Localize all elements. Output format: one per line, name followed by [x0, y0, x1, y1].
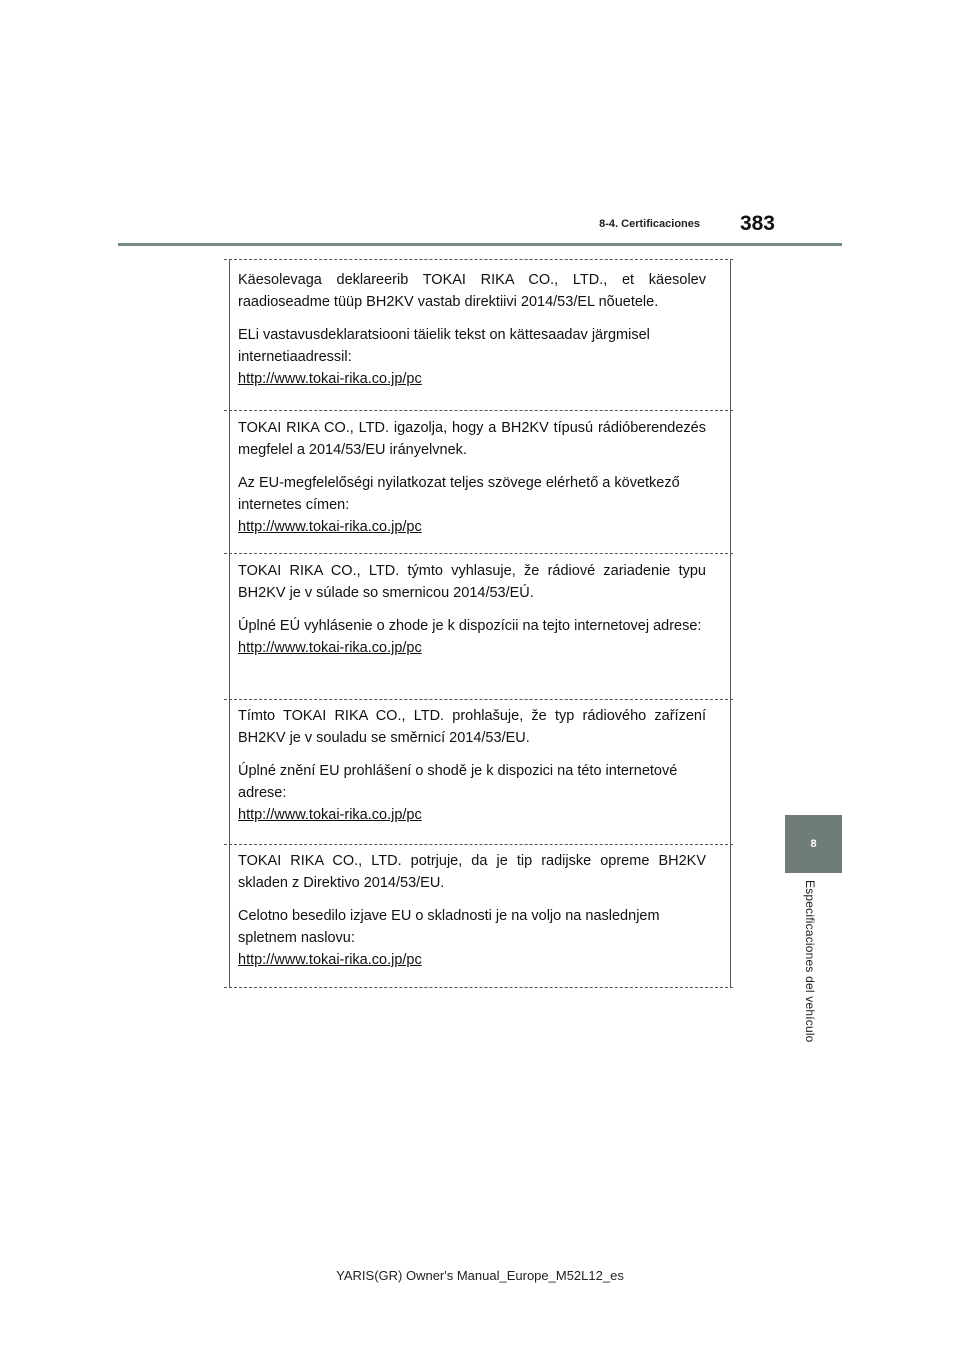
- section-divider: [224, 410, 733, 411]
- certification-slovak: [230, 560, 730, 659]
- header-divider: [118, 243, 842, 246]
- section-divider: [224, 259, 733, 260]
- declaration-text: TOKAI RIKA CO., LTD. potrjuje, da je tip radijske opreme BH2KV skladen z Direktivo 2014/53/EU.: [238, 853, 706, 891]
- certification-hungarian: [230, 417, 730, 538]
- availability-text: Celotno besedilo izjave EU o skladnosti je na voljo na naslednjem spletnem naslovu:: [238, 908, 660, 946]
- certification-link[interactable]: http://www.tokai-rika.co.jp/pc: [238, 519, 422, 535]
- certification-link[interactable]: http://www.tokai-rika.co.jp/pc: [238, 640, 422, 656]
- availability-text: Úplné znění EU prohlášení o shodě je k dispozici na této internetové adrese:: [238, 763, 678, 801]
- certification-czech: [230, 705, 730, 826]
- availability-text: Az EU-megfelelőségi nyilatkozat teljes szövege elérhető a következő internetes címen:: [238, 475, 680, 513]
- chapter-title: Especificaciones del vehículo: [803, 880, 817, 1043]
- section-heading: 8-4. Certificaciones: [599, 218, 700, 230]
- manual-footer: YARIS(GR) Owner's Manual_Europe_M52L12_es: [336, 1268, 624, 1283]
- section-divider: [224, 553, 733, 554]
- certification-estonian: [230, 269, 730, 390]
- page-number: 383: [739, 212, 775, 235]
- certification-slovenian: [230, 850, 730, 971]
- declaration-text: TOKAI RIKA CO., LTD. igazolja, hogy a BH2KV típusú rádióberendezés megfelel a 2014/53/EU irányelvnek.: [238, 420, 706, 458]
- section-divider: [224, 699, 733, 700]
- certification-box: [229, 259, 731, 987]
- certification-link[interactable]: http://www.tokai-rika.co.jp/pc: [238, 952, 422, 968]
- availability-text: ELi vastavusdeklaratsiooni täielik tekst on kättesaadav järgmisel internetiaadressil:: [238, 327, 650, 365]
- section-divider: [224, 987, 733, 988]
- declaration-text: Käesolevaga deklareerib TOKAI RIKA CO., LTD., et käesolev raadioseadme tüüp BH2KV vastab direktiivi 2014/53/EL nõuetele.: [238, 272, 706, 310]
- certification-link[interactable]: http://www.tokai-rika.co.jp/pc: [238, 807, 422, 823]
- certification-link[interactable]: http://www.tokai-rika.co.jp/pc: [238, 371, 422, 387]
- chapter-tab[interactable]: [785, 815, 842, 873]
- declaration-text: TOKAI RIKA CO., LTD. týmto vyhlasuje, že rádiové zariadenie typu BH2KV je v súlade so smernicou 2014/53/EÚ.: [238, 563, 706, 601]
- availability-text: Úplné EÚ vyhlásenie o zhode je k dispozícii na tejto internetovej adrese:: [238, 618, 702, 634]
- chapter-number: 8: [810, 838, 817, 850]
- declaration-text: Tímto TOKAI RIKA CO., LTD. prohlašuje, že typ rádiového zařízení BH2KV je v souladu se směrnicí 2014/53/EU.: [238, 708, 706, 746]
- section-divider: [224, 844, 733, 845]
